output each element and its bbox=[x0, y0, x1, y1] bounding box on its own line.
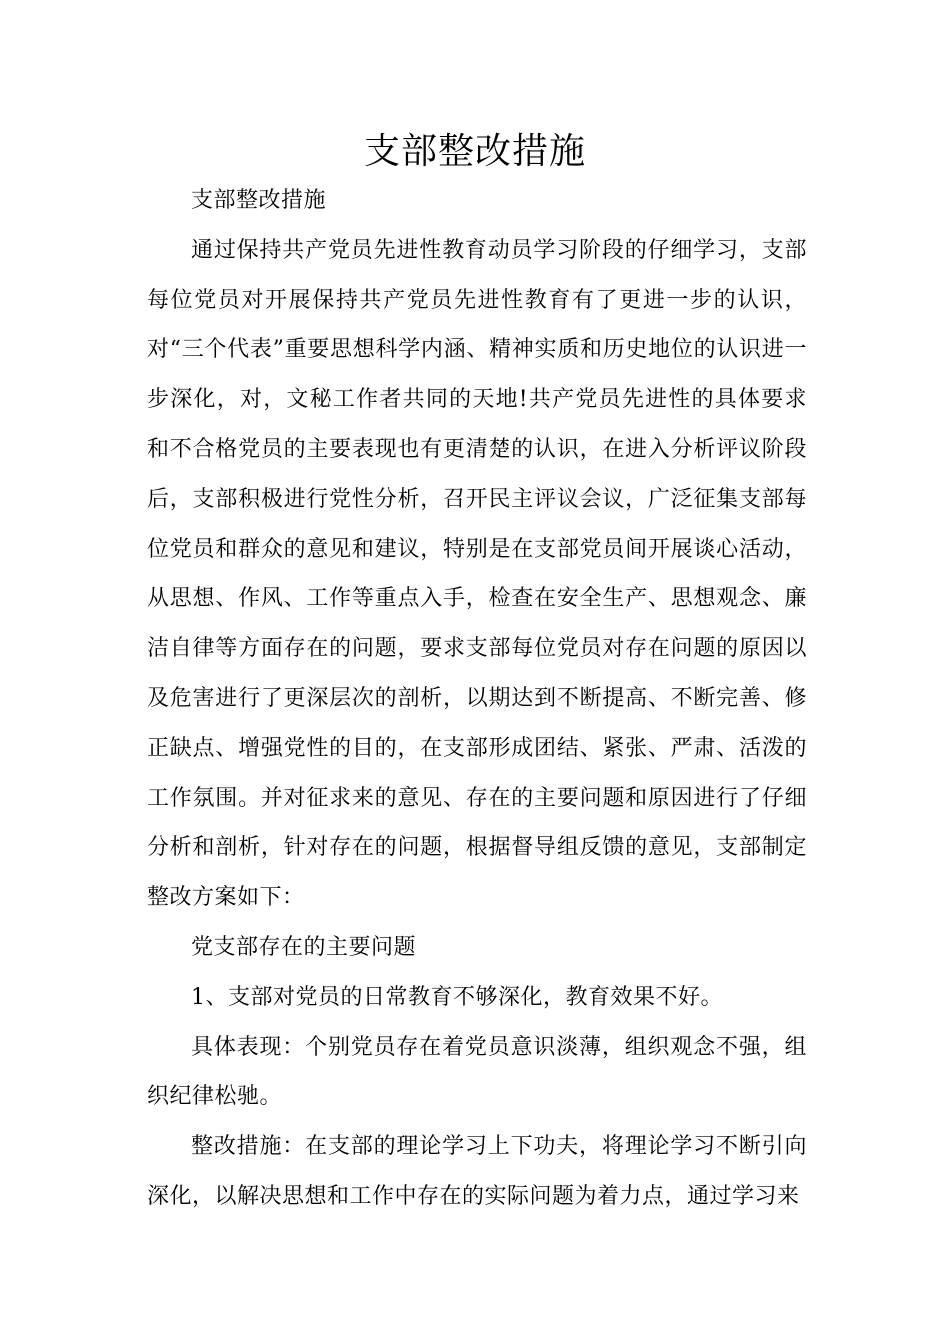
paragraph-intro: 通过保持共产党员先进性教育动员学习阶段的仔细学习，支部每位党员对开展保持共产党员先进性教育有了更进一步的认识，对“三个代表”重要思想科学内涵、精神实质和历史地位的认识进一步深化，对，文秘工作者共同的天地!共产党员先进性的具体要求和不合格党员的主要表现也有更清楚的认识，在进入分析评议阶段后，支部积极进行党性分析，召开民主评议会议，广泛征集支部每位党员和群众的意见和建议，特别是在支部党员间开展谈心活动，从思想、作风、工作等重点入手，检查在安全生产、思想观念、廉洁自律等方面存在的问题，要求支部每位党员对存在问题的原因以及危害进行了更深层次的剖析，以期达到不断提高、不断完善、修正缺点、增强党性的目的，在支部形成团结、紧张、严肃、活泼的工作氛围。并对征求来的意见、存在的主要问题和原因进行了仔细分析和剖析，针对存在的问题，根据督导组反馈的意见，支部制定整改方案如下： bbox=[147, 237, 807, 911]
paragraph-section-heading: 党支部存在的主要问题 bbox=[191, 934, 417, 960]
document-title: 支部整改措施 bbox=[363, 131, 586, 172]
paragraph-measures: 整改措施：在支部的理论学习上下功夫，将理论学习不断引向深化，以解决思想和工作中存在的实际问题为着力点，通过学习来 bbox=[147, 1134, 807, 1209]
paragraph-issue-1: 1、支部对党员的日常教育不够深化，教育效果不好。 bbox=[191, 984, 723, 1010]
paragraph-manifestation: 具体表现：个别党员存在着党员意识淡薄，组织观念不强，组织纪律松驰。 bbox=[147, 1034, 807, 1110]
paragraph-subtitle: 支部整改措施 bbox=[191, 188, 327, 213]
document-body bbox=[147, 176, 807, 1222]
